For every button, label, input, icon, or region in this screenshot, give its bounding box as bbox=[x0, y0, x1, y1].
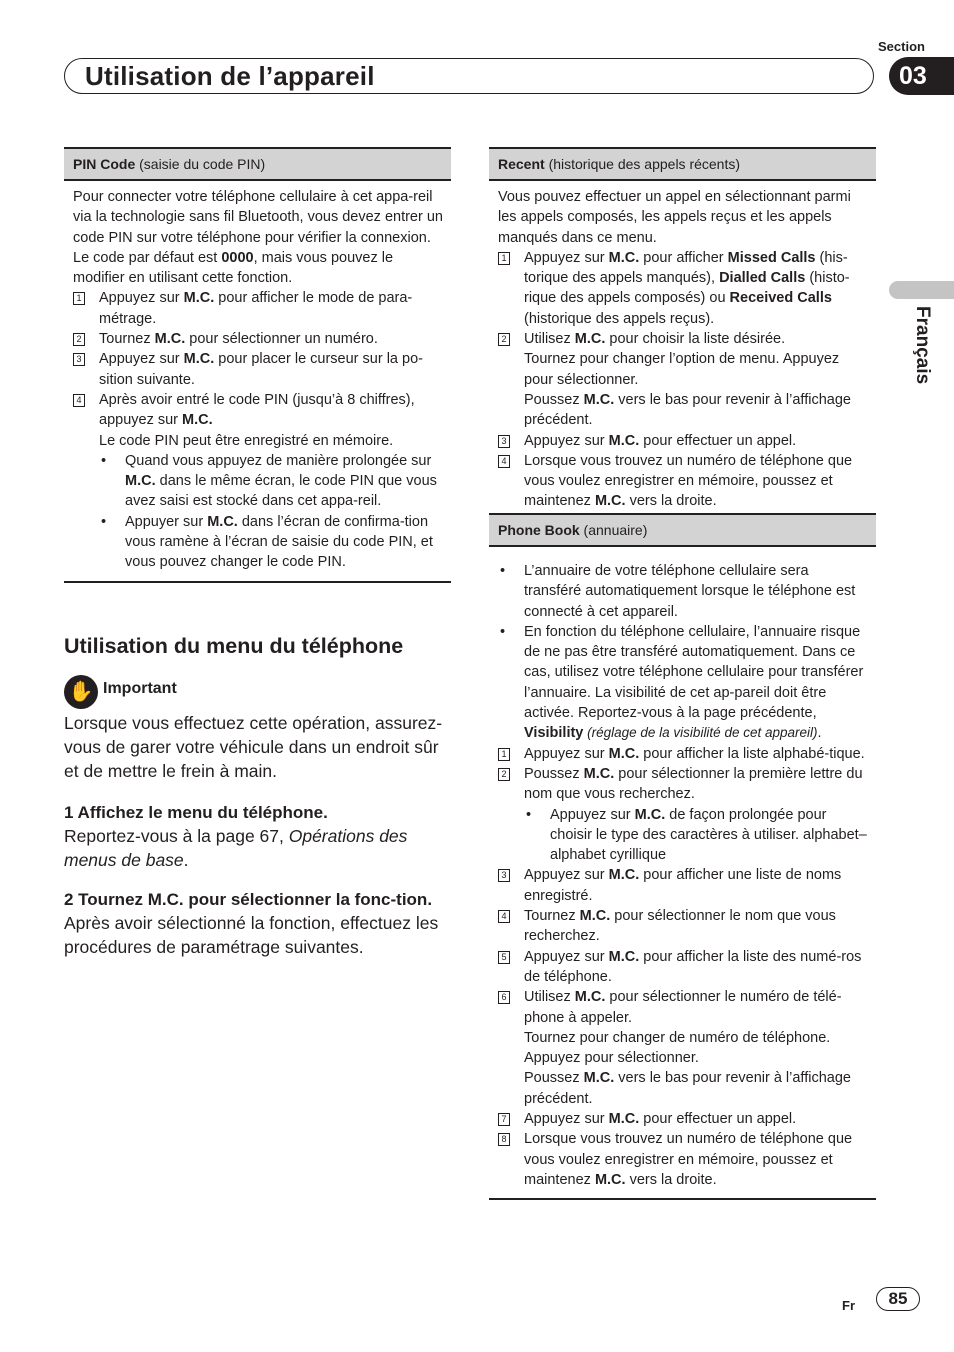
pin-intro: Pour connecter votre téléphone cellulaire à cet appa-reil via la technologie sans fil Bluetooth, vous devez entrer un code PIN sur votre téléphone pour vérifier la connexion. Le code par défaut est 0000, mais vous pouvez le modifier en utilisant cette fonction. bbox=[73, 189, 443, 287]
list-item: • Quand vous appuyez de manière prolongée sur M.C. dans le même écran, le code PIN que vous avez saisi est stocké dans cet appa-reil. bbox=[99, 451, 443, 512]
list-item: 3 Appuyez sur M.C. pour afficher une liste de noms enregistré. bbox=[498, 865, 868, 906]
language-tab bbox=[889, 281, 954, 299]
recent-intro: Vous pouvez effectuer un appel en sélectionnant parmi les appels composés, les appels reçus et les appels manqués dans ce menu. bbox=[498, 189, 851, 246]
phone-book-box bbox=[489, 513, 876, 1200]
list-item: 1 Appuyez sur M.C. pour afficher le mode de para-métrage. bbox=[73, 288, 443, 329]
step-2-title: 2 Tournez M.C. pour sélectionner la fonc-tion. bbox=[64, 890, 433, 909]
list-item: • Appuyer sur M.C. dans l’écran de confirma-tion vous ramène à l’écran de saisie du code PIN, et vous pouvez changer le code PIN. bbox=[99, 512, 443, 573]
important-text: Lorsque vous effectuez cette opération, assurez-vous de garer votre véhicule dans un endroit sûr et de mettre le frein à main. bbox=[64, 713, 443, 781]
list-item: 6 Utilisez M.C. pour sélectionner le numéro de télé-phone à appeler. Tournez pour changer de numéro de téléphone. Appuyez pour sélectionner. Poussez M.C. vers le bas pour revenir à l’affichage précédent. bbox=[498, 987, 868, 1109]
list-item: 1 Appuyez sur M.C. pour afficher la liste alphabé-tique. bbox=[498, 744, 868, 764]
page-title: Utilisation de l’appareil bbox=[85, 61, 375, 91]
important-label: Important bbox=[103, 680, 177, 697]
recent-body bbox=[489, 181, 876, 520]
step-1-title: 1 Affichez le menu du téléphone. bbox=[64, 803, 328, 822]
list-item: 4 Tournez M.C. pour sélectionner le nom que vous recherchez. bbox=[498, 906, 868, 947]
list-item: 2 Poussez M.C. pour sélectionner la première lettre du nom que vous recherchez. • Appuyez sur M.C. de façon prolongée pour choisir le type des caractères à utiliser. alphabet–alphabet cyrillique bbox=[498, 764, 868, 865]
pin-code-header: PIN Code (saisie du code PIN) bbox=[64, 147, 451, 181]
pin-code-body bbox=[64, 181, 451, 583]
list-item: 4 Après avoir entré le code PIN (jusqu’à 8 chiffres), appuyez sur M.C. Le code PIN peut être enregistré en mémoire. bbox=[73, 390, 443, 451]
page-number: 85 bbox=[876, 1287, 920, 1311]
page-title-box bbox=[64, 58, 874, 94]
list-item: 3 Appuyez sur M.C. pour placer le curseur sur la po-sition suivante. bbox=[73, 349, 443, 390]
language-label: Français bbox=[912, 306, 933, 385]
list-item: 3 Appuyez sur M.C. pour effectuer un appel. bbox=[498, 431, 868, 451]
phone-book-header: Phone Book (annuaire) bbox=[489, 513, 876, 547]
step-1-text: Reportez-vous à la page 67, Opérations des menus de base. bbox=[64, 826, 408, 870]
pin-code-box bbox=[64, 147, 451, 583]
list-item: 1 Appuyez sur M.C. pour afficher Missed Calls (his-torique des appels manqués), Dialled Calls (histo-rique des appels composés) ou Received Calls (historique des appels reçus). bbox=[498, 248, 868, 329]
menu-body bbox=[64, 711, 448, 959]
sub-list bbox=[73, 451, 443, 573]
list-item: 5 Appuyez sur M.C. pour afficher la liste des numé-ros de téléphone. bbox=[498, 947, 868, 988]
list-item: 2 Tournez M.C. pour sélectionner un numéro. bbox=[73, 329, 443, 349]
recent-header: Recent (historique des appels récents) bbox=[489, 147, 876, 181]
step-2-text: Après avoir sélectionné la fonction, effectuez les procédures de paramétrage suivantes. bbox=[64, 913, 439, 957]
phone-book-body bbox=[489, 547, 876, 1200]
list-item: 4 Lorsque vous trouvez un numéro de téléphone que vous voulez enregistrer en mémoire, poussez et maintenez M.C. vers la droite. bbox=[498, 451, 868, 512]
list-item: • En fonction du téléphone cellulaire, l’annuaire risque de ne pas être transféré automatiquement. Dans ce cas, utilisez votre téléphone cellulaire pour transférer l’annuaire. La visibilité de cet ap-pareil doit être activée. Reportez-vous à la page précédente, Visibility (réglage de la visibilité de cet appareil). bbox=[498, 622, 868, 744]
list-item: 2 Utilisez M.C. pour choisir la liste désirée. Tournez pour changer l’option de menu. Appuyez pour sélectionner. Poussez M.C. vers le bas pour revenir à l’affichage précédent. bbox=[498, 329, 868, 430]
important-icon: ✋ bbox=[64, 675, 98, 709]
list-item: • L’annuaire de votre téléphone cellulaire sera transféré automatiquement lorsque le téléphone est connecté à cet appareil. bbox=[498, 561, 868, 622]
list-item: 7 Appuyez sur M.C. pour effectuer un appel. bbox=[498, 1109, 868, 1129]
footer-language-code: Fr bbox=[842, 1298, 855, 1313]
section-number: 03 bbox=[889, 57, 954, 95]
list-item: 8 Lorsque vous trouvez un numéro de téléphone que vous voulez enregistrer en mémoire, poussez et maintenez M.C. vers la droite. bbox=[498, 1129, 868, 1190]
recent-box bbox=[489, 147, 876, 520]
section-label: Section bbox=[878, 39, 925, 54]
section-heading: Utilisation du menu du téléphone bbox=[64, 634, 404, 658]
list-item: • Appuyez sur M.C. de façon prolongée pour choisir le type des caractères à utiliser. alphabet–alphabet cyrillique bbox=[524, 805, 868, 866]
